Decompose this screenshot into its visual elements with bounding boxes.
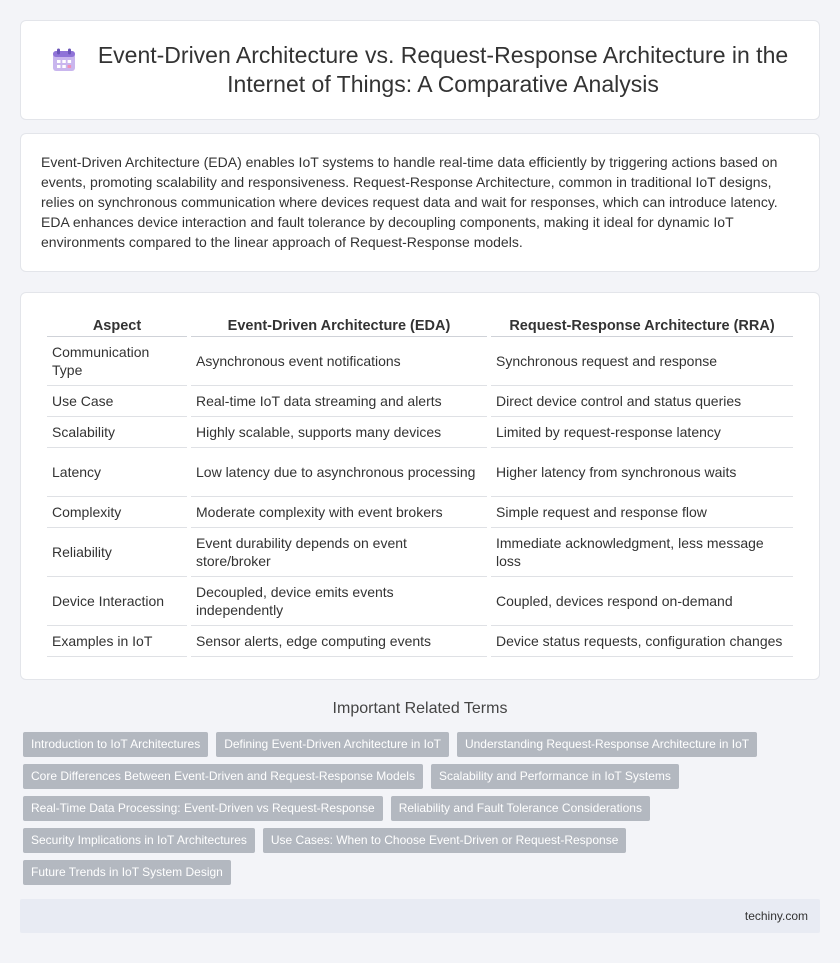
table-row [47, 448, 793, 497]
cell-aspect: Communication Type [47, 337, 187, 386]
cell-rra: Higher latency from synchronous waits [491, 448, 793, 497]
table-row [47, 528, 793, 577]
intro-card [20, 133, 820, 272]
comparison-table-card [20, 292, 820, 680]
cell-aspect: Examples in IoT [47, 626, 187, 657]
related-term-tag[interactable]: Core Differences Between Event-Driven and Request-Response Models [23, 764, 423, 789]
table-row [47, 497, 793, 528]
intro-paragraph: Event-Driven Architecture (EDA) enables IoT systems to handle real-time data efficiently by triggering actions based on events, promoting scalability and responsiveness. Request-Response Architecture, common in traditional IoT designs, relies on synchronous communication where devices request data and wait for responses, which can introduce latency. EDA enhances device interaction and fault tolerance by decoupling components, making it ideal for dynamic IoT environments compared to the linear approach of Request-Response models. [41, 154, 778, 250]
header-eda: Event-Driven Architecture (EDA) [191, 313, 487, 337]
calendar-icon [51, 47, 77, 73]
related-term-tag[interactable]: Use Cases: When to Choose Event-Driven or Request-Response [263, 828, 627, 853]
table-row [47, 577, 793, 626]
cell-rra: Limited by request-response latency [491, 417, 793, 448]
cell-aspect: Reliability [47, 528, 187, 577]
header-rra: Request-Response Architecture (RRA) [491, 313, 793, 337]
footer-site-link[interactable]: techiny.com [744, 909, 808, 923]
cell-eda: Low latency due to asynchronous processing [191, 448, 487, 497]
table-row [47, 417, 793, 448]
related-terms-list [23, 732, 823, 892]
cell-eda: Decoupled, device emits events independently [191, 577, 487, 626]
cell-rra: Direct device control and status queries [491, 386, 793, 417]
cell-aspect: Device Interaction [47, 577, 187, 626]
cell-aspect: Latency [47, 448, 187, 497]
related-term-tag[interactable]: Future Trends in IoT System Design [23, 860, 231, 885]
cell-rra: Immediate acknowledgment, less message loss [491, 528, 793, 577]
cell-rra: Synchronous request and response [491, 337, 793, 386]
table-row [47, 626, 793, 657]
related-term-tag[interactable]: Scalability and Performance in IoT Systems [431, 764, 679, 789]
related-terms-heading: Important Related Terms [332, 700, 508, 717]
related-term-tag[interactable]: Understanding Request-Response Architecture in IoT [457, 732, 757, 757]
table-row [47, 337, 793, 386]
cell-rra: Device status requests, configuration changes [491, 626, 793, 657]
table-row [47, 386, 793, 417]
cell-eda: Highly scalable, supports many devices [191, 417, 487, 448]
cell-eda: Moderate complexity with event brokers [191, 497, 487, 528]
related-term-tag[interactable]: Security Implications in IoT Architectures [23, 828, 255, 853]
title-card [20, 20, 820, 120]
header-aspect: Aspect [47, 313, 187, 337]
cell-aspect: Complexity [47, 497, 187, 528]
comparison-table [43, 313, 797, 657]
cell-aspect: Use Case [47, 386, 187, 417]
related-term-tag[interactable]: Real-Time Data Processing: Event-Driven vs Request-Response [23, 796, 383, 821]
cell-aspect: Scalability [47, 417, 187, 448]
table-header-row [47, 313, 793, 337]
cell-rra: Coupled, devices respond on-demand [491, 577, 793, 626]
page-title: Event-Driven Architecture vs. Request-Response Architecture in the Internet of Things: A Comparative Analysis [97, 42, 789, 97]
cell-eda: Asynchronous event notifications [191, 337, 487, 386]
footer [20, 899, 820, 933]
cell-eda: Real-time IoT data streaming and alerts [191, 386, 487, 417]
cell-eda: Sensor alerts, edge computing events [191, 626, 487, 657]
cell-rra: Simple request and response flow [491, 497, 793, 528]
related-term-tag[interactable]: Defining Event-Driven Architecture in IoT [216, 732, 449, 757]
cell-eda: Event durability depends on event store/broker [191, 528, 487, 577]
related-term-tag[interactable]: Introduction to IoT Architectures [23, 732, 208, 757]
related-term-tag[interactable]: Reliability and Fault Tolerance Considerations [391, 796, 650, 821]
